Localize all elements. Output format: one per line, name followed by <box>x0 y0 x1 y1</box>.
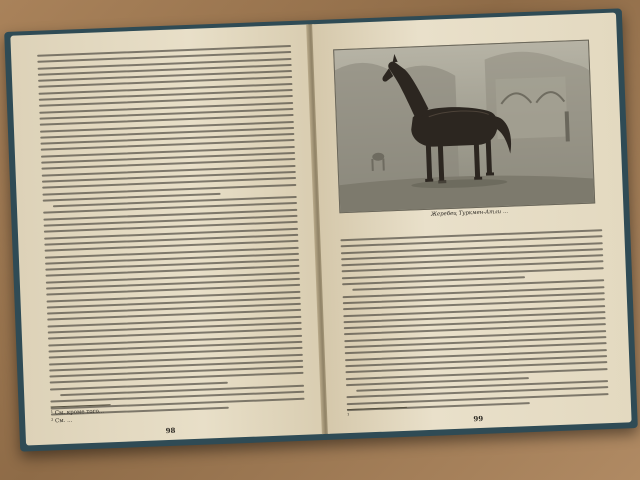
horse-illustration <box>334 41 594 213</box>
page-number-left: 98 <box>165 425 176 436</box>
open-book <box>10 13 631 446</box>
left-page-body-text <box>37 45 305 420</box>
left-page <box>10 24 324 445</box>
horse-engraving <box>333 40 595 214</box>
right-page <box>312 13 632 434</box>
footnote-2: ² См. ... <box>51 417 73 425</box>
footnote-1: ¹ См. кроме того... <box>50 408 105 417</box>
plate-caption: Жеребец Туркмен-Атли ... <box>430 208 509 218</box>
page-number-right: 99 <box>473 413 484 424</box>
right-page-body-text <box>340 229 609 415</box>
footnote-right: ¹ <box>347 413 350 420</box>
